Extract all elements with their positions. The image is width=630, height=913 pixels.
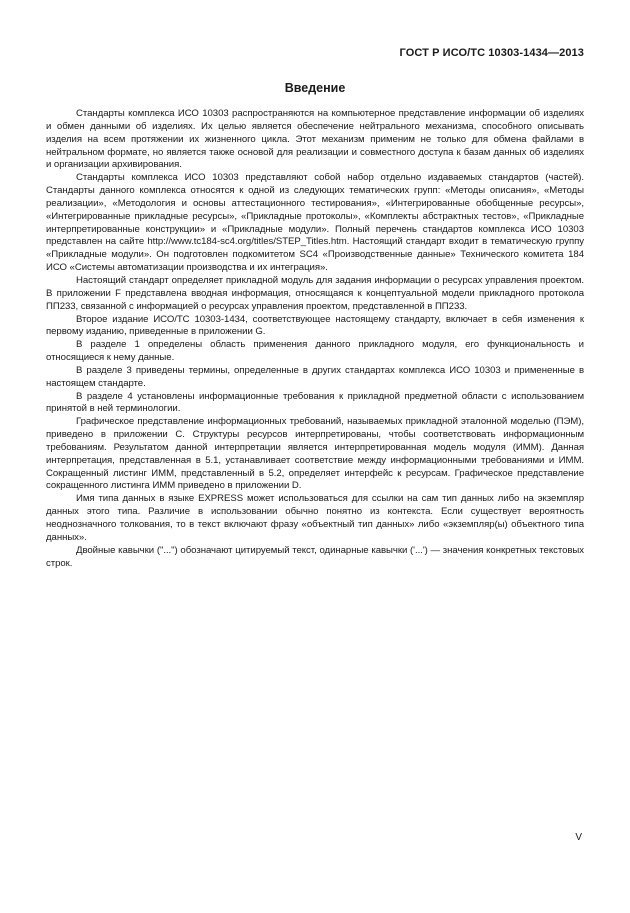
paragraph: Стандарты комплекса ИСО 10303 представляют собой набор отдельно издаваемых стандартов (частей). Стандарты данного комплекса относятся к одной из следующих тематических групп: «Методы описания», «Методы реализации», «Методология и основы аттестационного тестирования», «Интегрированные обобщенные ресурсы», «Интегрированные прикладные ресурсы», «Прикладные протоколы», «Комплекты абстрактных тестов», «Прикладные интерпретированные конструкции» и «Прикладные модули». Полный перечень стандартов комплекса ИСО 10303 представлен на сайте http://www.tc184-sc4.org/titles/STEP_Titles.htm. Настоящий стандарт входит в тематическую группу «Прикладные модули». Он подготовлен подкомитетом SC4 «Производственные данные» Технического комитета 184 ИСО «Системы автоматизации производства и их интеграция». <box>46 172 584 274</box>
paragraph: Имя типа данных в языке EXPRESS может использоваться для ссылки на сам тип данных либо на экземпляр данных этого типа. Различие в использовании обычно понятно из контекста. Если существует вероятность неоднозначного толкования, то в текст включают фразу «объектный тип данных» либо «экземпляр(ы) объектного типа данных». <box>46 493 584 543</box>
standard-designation: ГОСТ Р ИСО/ТС 10303-1434—2013 <box>399 47 584 59</box>
paragraph: В разделе 4 установлены информационные требования к прикладной предметной области с использованием принятой в ней терминологии. <box>46 390 584 415</box>
paragraph: Графическое представление информационных требований, называемых прикладной эталонной моделью (ПЭМ), приведено в приложении С. Структуры ресурсов интерпретированы, чтобы соответствовать информационным требованиям. Результатом данной интерпретации является интерпретированная модель модуля (ИММ). Данная интерпретация, представленная в 5.1, устанавливает соответствие между информационными требованиями и ИММ. Сокращенный листинг ИММ, представленный в 5.2, определяет интерфейс к ресурсам. Графическое представление сокращенного листинга ИММ приведено в приложении D. <box>46 416 584 492</box>
paragraph: Стандарты комплекса ИСО 10303 распространяются на компьютерное представление информации об изделиях и обмен данными об изделиях. Их целью является обеспечение нейтрального механизма, способного описывать изделия на всем протяжении их жизненного цикла. Этот механизм применим не только для обмена файлами в нейтральном формате, но является также основой для реализации и совместного доступа к базам данных об изделиях и организации архивирования. <box>46 108 584 171</box>
paragraph: Второе издание ИСО/ТС 10303-1434, соответствующее настоящему стандарту, включает в себя изменения к первому изданию, приведенные в приложении G. <box>46 313 584 338</box>
paragraph: В разделе 3 приведены термины, определенные в других стандартах комплекса ИСО 10303 и примененные в настоящем стандарте. <box>46 364 584 389</box>
page-number: V <box>575 832 582 843</box>
paragraph: Двойные кавычки ("...") обозначают цитируемый текст, одинарные кавычки ('...') — значения конкретных текстовых строк. <box>46 544 584 569</box>
body-text <box>46 108 584 570</box>
section-title: Введение <box>284 81 346 95</box>
paragraph: В разделе 1 определены область применения данного прикладного модуля, его функциональность и относящиеся к нему данные. <box>46 339 584 364</box>
paragraph: Настоящий стандарт определяет прикладной модуль для задания информации о ресурсах управления проектом. В приложении F представлена вводная информация, относящаяся к концептуальной модели прикладного протокола ПП233, связанной с информацией о ресурсах управления проектом, представленной в ПП233. <box>46 274 584 312</box>
